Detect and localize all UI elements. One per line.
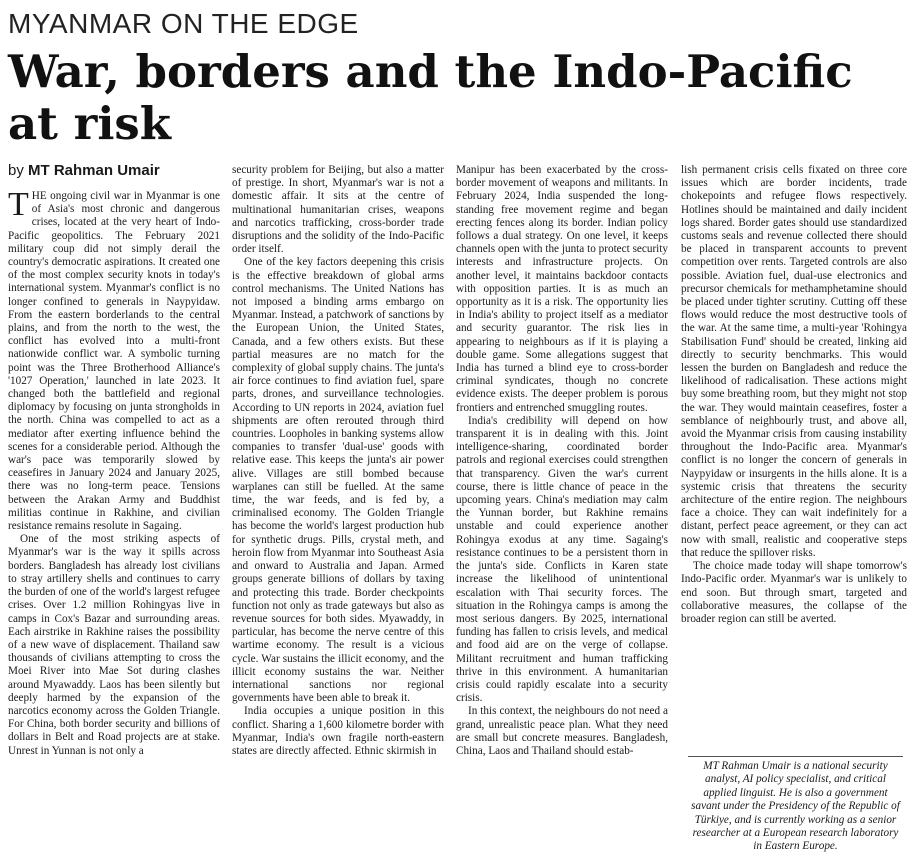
section-kicker: MYANMAR ON THE EDGE bbox=[8, 8, 359, 39]
paragraph: The choice made today will shape tomorrow's Indo-Pacific order. Myanmar's war is unlikely to end soon. But through smart, targeted and collaborative measures, the collapse of the broader region can still be averted. bbox=[681, 560, 907, 625]
article-column-3 bbox=[456, 164, 668, 864]
bio-divider bbox=[688, 756, 903, 757]
article-column-2 bbox=[232, 164, 444, 864]
byline bbox=[8, 162, 160, 179]
drop-cap: T bbox=[8, 190, 29, 223]
article-column-4 bbox=[681, 164, 907, 744]
paragraph bbox=[8, 190, 220, 533]
paragraph: One of the most striking aspects of Myanmar's war is the way it spills across borders. Bangladesh has already lost civilians to stray artillery shells and continues to carry the burden of one of the world's largest refugee crises. Over 1.2 million Rohingyas live in camps in Cox's Bazar and surrounding areas. Each airstrike in Rakhine raises the possibility of a new wave of displacement. Thailand saw thousands of civilians attempting to cross the Moei River into Mae Sot during clashes around Myawaddy. Laos has been silently but deeply harmed by the expansion of the narcotics economy across the Golden Triangle. For China, both border security and billions of dollars in Belt and Road projects are at stake. Unrest in Yunnan is not only a bbox=[8, 533, 220, 757]
paragraph: India's credibility will depend on how transparent it is in dealing with this. Joint intelligence-sharing, coordinated border patrols and regional exercises could strengthen that transparency. Given the war's current course, there is little chance of peace in the upcoming years. China's mediation may calm the Yunnan border, but Rakhine remains unstable and could experience another Rohingya exodus at any time. Sagaing's resistance continues to be a persistent thorn in the junta's side. Conflicts in Karen state increase the likelihood of unintentional escalation with Thai security forces. The situation in the Rohingya camps is among the most serious dangers. By 2025, international funding has fallen to crisis levels, and medical and food aid are on the verge of collapse. Militant recruitment and human trafficking thrive in this environment. A humanitarian crisis could rapidly escalate into a security crisis. bbox=[456, 414, 668, 705]
byline-prefix: by bbox=[8, 162, 24, 179]
byline-author: MT Rahman Umair bbox=[28, 162, 160, 179]
paragraph: lish permanent crisis cells fixated on three core issues which are border incidents, trade chokepoints and refugee flows respectively. Hotlines should be maintained and daily incident logs shared. Border gates should use standardized customs seals and revenue collected there should be placed in transparent accounts to prevent competition over rents. Targeted controls are also possible. Aviation fuel, dual-use electronics and precursor chemicals for methamphetamine should be placed under tighter scrutiny. Cutting off these flows would reduce the most destructive tools of the war. At the same time, a multi-year 'Rohingya Stabilisation Fund' should be created, linking aid directly to security benchmarks. This would lessen the burden on Bangladesh and reduce the likelihood of radicalisation. These actions might buy some breathing room, but they might not stop the war. They would maintain ceasefires, foster a semblance of neighbourly trust, and above all, avoid the Myanmar crisis from causing instability throughout the Indo-Pacific area. Myanmar's conflict is no longer the concern of generals in Naypyidaw or insurgents in the hills alone. It is a systemic crisis that threatens the security architecture of the entire region. The neighbours face a choice. They can wait indefinitely for a distant, perfect peace agreement, or they can act now with small, realistic and cooperative steps that reduce the spillover risks. bbox=[681, 164, 907, 559]
paragraph: Manipur has been exacerbated by the cross-border movement of weapons and militants. In February 2024, India suspended the long-standing free movement regime and began erecting fences along its border. Indian policy follows a dual strategy. On one level, it keeps channels open with the junta to protect security interests and infrastructure projects. On another level, it maintains backdoor contacts with opposition parties. It is as much an opportunity as it is a risk. The opportunity lies in India's ability to project itself as a mediator and security guarantor. The risk lies in appearing to neighbours as if it is playing a double game. Some allegations suggest that India has turned a blind eye to cross-border criminal syndicates, though no concrete evidence exists. The deeper problem is porous frontiers and entrenched smuggling routes. bbox=[456, 164, 668, 414]
paragraph-text: HE ongoing civil war in Myanmar is one of Asia's most chronic and dangerous crises, located at the very heart of Indo-Pacific geopolitics. The February 2021 military coup did not simply derail the country's democratic aspirations. It created one of the most complex security knots in today's international system. Myanmar's conflict is no longer confined to generals in Naypyidaw. From the eastern borderlands to the central plains, and from the north to the west, the conflict has evolved into a multi-front nationwide conflict war. A symbolic turning point was the Three Brotherhood Alliance's '1027 Operation,' launched in late 2023. It changed both the battlefield and regional diplomacy by focusing on junta strongholds in the north. China was compelled to act as a mediator after exerting influence behind the scenes for a considerable period. Although the war's pace was temporarily slowed by ceasefires in January 2024 and January 2025, there was no long-term peace. Tensions between the Arakan Army and Buddhist militias continue in Rakhine, and civilian resistance remains resolute in Sagaing. bbox=[8, 190, 220, 533]
paragraph: One of the key factors deepening this crisis is the effective breakdown of global arms control mechanisms. The United Nations has not imposed a binding arms embargo on Myanmar. Instead, a patchwork of sanctions by the European Union, the United States, Canada, and a few others exists. But these partial measures are no match for the complexity of global supply chains. The junta's air force continues to find aviation fuel, spare parts, drones, and surveillance technologies. According to UN reports in 2024, aviation fuel shipments are often rerouted through third countries. Loopholes in banking systems allow companies to transfer 'dual-use' goods with relative ease. This keeps the junta's air power alive. Villages are still bombed because warplanes can still be fuelled. At the same time, the war feeds, and is fed by, a criminalised economy. The Golden Triangle has become the world's largest production hub for synthetic drugs. Pills, crystal meth, and heroin flow from Myanmar into Southeast Asia and onward to Australia and Japan. Armed groups generate billions of dollars by taxing and protecting this trade. Border checkpoints function not only as trade gateways but also as revenue sources for both sides. Myawaddy, in particular, has become the nerve centre of this wartime economy. The result is a vicious cycle. War sustains the illicit economy, and the illicit economy sustains the war. Neither international sanctions nor regional governments have been able to break it. bbox=[232, 256, 444, 705]
article-column-1 bbox=[8, 190, 220, 864]
paragraph: In this context, the neighbours do not need a grand, unrealistic peace plan. What they need are small but concrete measures. Bangladesh, China, Laos and Thailand should estab- bbox=[456, 705, 668, 757]
paragraph: India occupies a unique position in this conflict. Sharing a 1,600 kilometre border with Myanmar, India's own fragile north-eastern states are directly affected. Ethnic skirmish in bbox=[232, 705, 444, 757]
paragraph: security problem for Beijing, but also a matter of prestige. In short, Myanmar's war is not a domestic affair. It sits at the centre of multinational humanitarian crises, weapons and narcotics trafficking, cross-border trade disruptions and the solidity of the Indo-Pacific order itself. bbox=[232, 164, 444, 256]
article-headline: War, borders and the Indo-Pacific at risk bbox=[8, 45, 853, 150]
author-bio: MT Rahman Umair is a national security analyst, AI policy specialist, and critical applied linguist. He is also a government savant under the Presidency of the Republic of Türkiye, and is currently working as a senior researcher at a European research laboratory in Eastern Europe. bbox=[691, 760, 900, 853]
